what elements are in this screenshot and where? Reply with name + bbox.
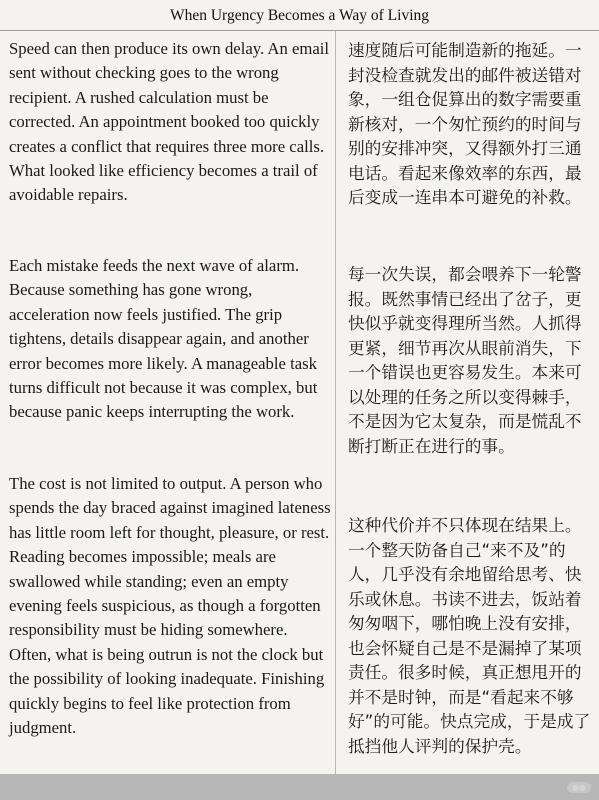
chinese-paragraph-3: 这种代价并不只体现在结果上。一个整天防备自己“来不及”的人，几乎没有余地留给思考、快乐或休息。书读不进去，饭站着匆匆咽下，哪怕晚上没有安排，也会怀疑自己是不是漏掉了某项责任。很多时候，真正想甩开的并不是时钟，而是“看起来不够好”的可能。快点完成，于是成了抵挡他人评判的保护壳。 — [348, 515, 591, 756]
header-divider — [0, 30, 599, 31]
page-title: When Urgency Becomes a Way of Living — [169, 7, 430, 24]
chinese-paragraph-1: 速度随后可能制造新的拖延。一封没检查就发出的邮件被送错对象，一组仓促算出的数字需要重新核对，一个匆忙预约的时间与别的安排冲突，又得额外打三通电话。看起来像效率的东西，最后变成一连串本可避免的补救。 — [348, 40, 582, 207]
english-paragraph-2: Each mistake feeds the next wave of alarm. Because something has gone wrong, acceleration now feels justified. The grip tightens, details disappear again, and another error becomes more likely. A manageable task turns difficult not because it was complex, but because panic keeps interrupting the work. — [9, 256, 318, 422]
watermark-logo: ●● — [567, 782, 591, 793]
english-paragraph-1: Speed can then produce its own delay. An email sent without checking goes to the wrong recipient. A rushed calculation must be corrected. An appointment booked too quickly creates a conflict that requires three more calls. What looked like efficiency becomes a trail of avoidable repairs. — [9, 39, 330, 205]
column-divider — [335, 31, 336, 774]
english-paragraph-3: The cost is not limited to output. A person who spends the day braced against imagined lateness has little room left for thought, pleasure, or rest. Reading becomes impossible; meals are swallowed while standing; even an empty evening feels suspicious, as though a forgotten responsibility must be hiding somewhere. Often, what is being outrun is not the clock but the possibility of looking inadequate. Finishing quickly begins to feel like protection from judgment. — [9, 474, 331, 738]
chinese-paragraph-2: 每一次失误，都会喂养下一轮警报。既然事情已经出了岔子，更快似乎就变得理所当然。人抓得更紧，细节再次从眼前消失，下一个错误也更容易发生。本来可以处理的任务之所以变得棘手，不是因为它太复杂，而是慌乱不断打断正在进行的事。 — [348, 264, 582, 456]
footer-bar — [0, 774, 599, 800]
